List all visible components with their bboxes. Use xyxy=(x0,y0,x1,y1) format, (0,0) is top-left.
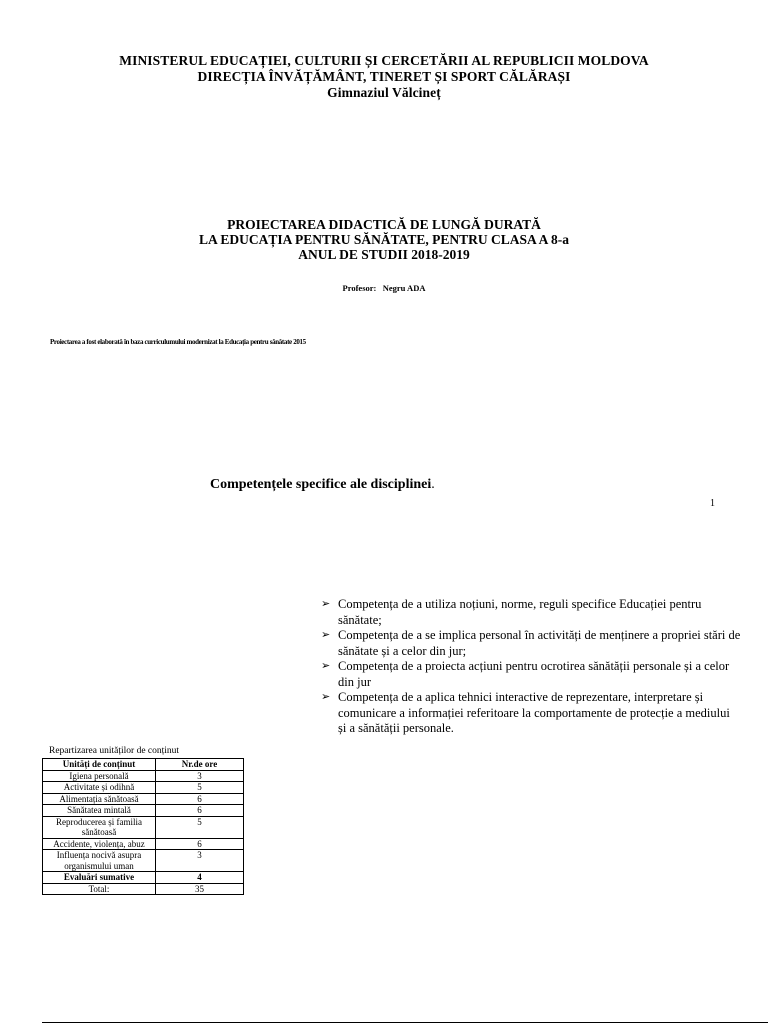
competency-text: Competența de a aplica tehnici interactive de reprezentare, interpretare și comunicare a informației referitoare la comportamente de protecție a mediului și a sănătății personale. xyxy=(338,690,730,735)
unit-name-cell: Reproducerea și familia sănătoasă xyxy=(43,816,156,838)
hours-cell: 3 xyxy=(156,770,244,782)
hours-cell: 5 xyxy=(156,816,244,838)
title-line-2: LA EDUCAȚIA PENTRU SĂNĂTATE, PENTRU CLASA A 8-a xyxy=(198,232,570,247)
table-row xyxy=(43,805,244,817)
unit-name-cell: Alimentația sănătoasă xyxy=(43,793,156,805)
table-row xyxy=(43,850,244,872)
competencies-heading xyxy=(210,477,435,493)
hours-cell: 3 xyxy=(156,850,244,872)
unit-name-cell: Igiena personală xyxy=(43,770,156,782)
list-item xyxy=(321,597,741,628)
list-item xyxy=(321,690,741,737)
competency-text: Competența de a utiliza noțiuni, norme, reguli specifice Educației pentru sănătate; xyxy=(338,597,702,627)
table-row xyxy=(43,838,244,850)
title-line-3: ANUL DE STUDII 2018-2019 xyxy=(298,247,470,262)
units-table xyxy=(42,758,244,895)
hours-cell: 5 xyxy=(156,782,244,794)
page-divider xyxy=(42,1022,768,1023)
table-row xyxy=(43,872,244,884)
unit-name-cell: Accidente, violența, abuz xyxy=(43,838,156,850)
teacher-label: Profesor: xyxy=(342,283,377,293)
title-line-1: PROIECTAREA DIDACTICĂ DE LUNGĂ DURATĂ xyxy=(227,217,541,232)
page-number: 1 xyxy=(710,498,715,509)
unit-name-cell: Activitate și odihnă xyxy=(43,782,156,794)
unit-name-cell: Sănătatea mintală xyxy=(43,805,156,817)
table-total-row xyxy=(43,883,244,895)
school-name: Gimnaziul Vălcineț xyxy=(327,85,441,100)
curriculum-note: Proiectarea a fost elaborată în baza curriculumului modernizat la Educația pentru sănătate 2015 xyxy=(50,338,306,346)
teacher-line xyxy=(0,283,768,293)
list-item xyxy=(321,659,741,690)
table-row xyxy=(43,816,244,838)
unit-name-cell: Influența nocivă asupra organismului uman xyxy=(43,850,156,872)
arrow-bullet-icon: ➢ xyxy=(321,598,331,610)
total-label-cell: Total: xyxy=(43,883,156,895)
hours-cell: 6 xyxy=(156,793,244,805)
hours-cell: 4 xyxy=(156,872,244,884)
list-item xyxy=(321,628,741,659)
table-row xyxy=(43,782,244,794)
arrow-bullet-icon: ➢ xyxy=(321,660,331,672)
column-header: Unități de conținut xyxy=(43,759,156,771)
arrow-bullet-icon: ➢ xyxy=(321,629,331,641)
table-row xyxy=(43,770,244,782)
hours-cell: 6 xyxy=(156,838,244,850)
document-header xyxy=(0,53,768,101)
directorate-name: DIRECȚIA ÎNVĂȚĂMÂNT, TINERET ȘI SPORT CĂLĂRAȘI xyxy=(197,69,571,84)
teacher-name: Negru ADA xyxy=(382,283,426,293)
competencies-list xyxy=(321,597,741,737)
ministry-name: MINISTERUL EDUCAȚIEI, CULTURII ȘI CERCETĂRII AL REPUBLICII MOLDOVA xyxy=(119,53,649,68)
arrow-bullet-icon: ➢ xyxy=(321,691,331,703)
unit-name-cell: Evaluări sumative xyxy=(43,872,156,884)
competency-text: Competența de a proiecta acțiuni pentru ocrotirea sănătății personale și a celor din jur xyxy=(338,659,730,689)
competency-text: Competența de a se implica personal în activități de menținere a propriei stări de sănătate și a celor din jur; xyxy=(338,628,741,658)
document-title xyxy=(0,217,768,262)
hours-cell: 6 xyxy=(156,805,244,817)
table-header-row xyxy=(43,759,244,771)
table-caption: Repartizarea unităților de conținut xyxy=(49,746,180,756)
column-header: Nr.de ore xyxy=(156,759,244,771)
table-row xyxy=(43,793,244,805)
competencies-title-suffix: . xyxy=(431,477,435,492)
competencies-title: Competențele specifice ale disciplinei xyxy=(210,477,432,492)
total-hours-cell: 35 xyxy=(156,883,244,895)
